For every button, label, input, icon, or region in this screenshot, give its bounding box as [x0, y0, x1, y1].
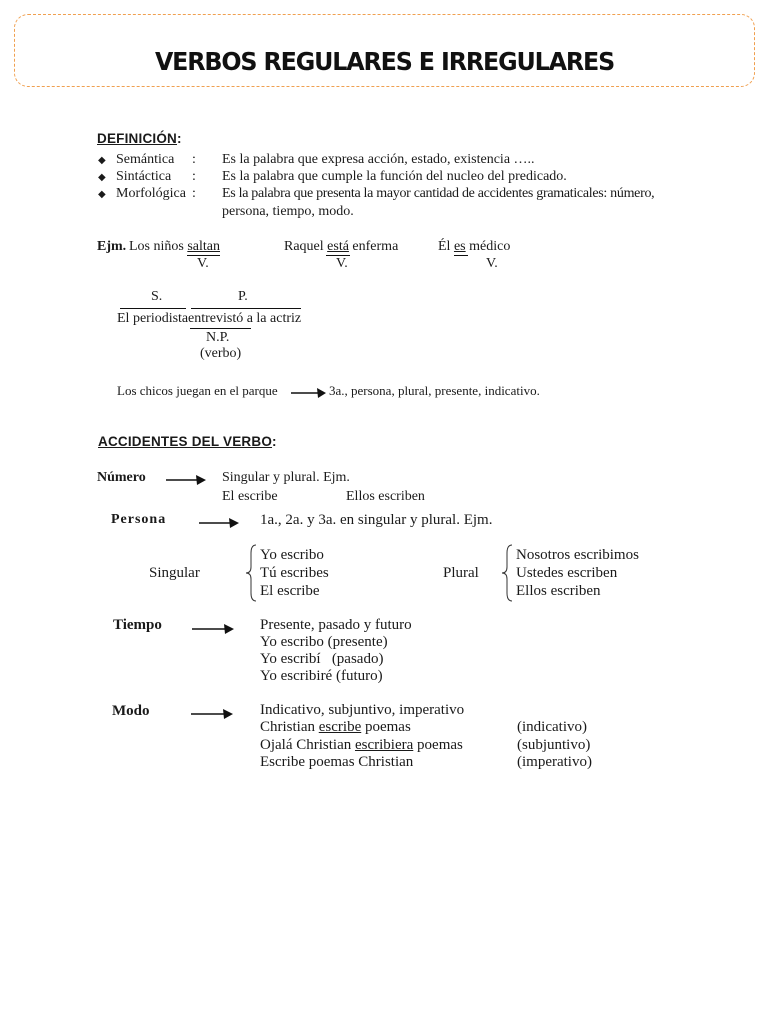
ejemplo-3-mark: V.: [486, 256, 498, 271]
text-semantica: Es la palabra que expresa acción, estado, existencia …..: [222, 152, 535, 167]
modo-line-2-mode: (subjuntivo): [517, 737, 591, 753]
bullet-icon: ◆: [98, 172, 106, 183]
bullet-icon: ◆: [98, 189, 106, 200]
ejemplo-3-underline: [454, 255, 468, 256]
arrow-icon: [198, 515, 240, 531]
sep-morfologica: :: [192, 186, 196, 201]
ejemplo-3-pre: Él: [438, 239, 454, 254]
ejemplo-2-underline: [326, 255, 350, 256]
modo-line-1-pre: Christian: [260, 719, 319, 735]
definicion-item-morfologica: [98, 186, 106, 202]
sujeto-text: El periodista: [117, 311, 189, 326]
sep-semantica: :: [192, 152, 196, 167]
np-label: N.P.: [206, 330, 230, 345]
definicion-item-sintactica: [98, 169, 106, 185]
modo-line-3: Escribe poemas Christian: [260, 754, 414, 770]
arrow-icon: [191, 621, 235, 637]
ejemplo-label: Ejm.: [97, 239, 127, 254]
modo-line-2-pre: Ojalá Christian: [260, 737, 355, 753]
persona-label: Persona: [111, 512, 167, 527]
modo-line-3-mode: (imperativo): [517, 754, 592, 770]
modo-line-1: [260, 719, 411, 736]
tiempo-line-3: Yo escribí (pasado): [260, 651, 384, 667]
ejemplo-2-mark: V.: [336, 256, 348, 271]
definicion-heading: [97, 131, 182, 146]
ejemplo-2: [284, 239, 398, 255]
singular-item-1: Yo escribo: [260, 547, 324, 563]
oracion-resultado: 3a., persona, plural, presente, indicativo.: [329, 383, 540, 398]
brace-icon: [244, 543, 258, 603]
modo-line-1-mode: (indicativo): [517, 719, 587, 735]
oracion-ejemplo: Los chicos juegan en el parque: [117, 383, 278, 398]
modo-label: Modo: [112, 703, 150, 719]
modo-line-2-post: poemas: [413, 737, 463, 753]
title-box: [14, 14, 755, 87]
plural-item-1: Nosotros escribimos: [516, 547, 639, 563]
singular-item-3: El escribe: [260, 583, 320, 599]
ejemplo-3: [438, 239, 510, 255]
definicion-item-semantica: [98, 152, 106, 168]
label-morfologica: Morfológica: [116, 186, 186, 201]
plural-label: Plural: [443, 565, 479, 581]
plural-item-2: Ustedes escriben: [516, 565, 618, 581]
page-title: VERBOS REGULARES E IRREGULARES: [154, 47, 615, 76]
brace-icon: [500, 543, 514, 603]
predicado-line: [191, 308, 301, 309]
definicion-heading-text: DEFINICIÓN: [97, 131, 178, 146]
numero-ex1: El escribe: [222, 489, 278, 504]
arrow-icon: [165, 472, 207, 488]
ejemplo-2-verb: está: [327, 239, 349, 254]
singular-label: Singular: [149, 565, 200, 581]
definicion-colon: :: [177, 131, 182, 146]
accidentes-heading: [98, 434, 277, 449]
label-sintactica: Sintáctica: [116, 169, 172, 184]
text-morfologica-2: persona, tiempo, modo.: [222, 204, 354, 219]
accidentes-heading-text: ACCIDENTES DEL VERBO: [98, 434, 273, 449]
predicado-label: P.: [238, 289, 248, 304]
ejemplo-1-underline: [187, 255, 220, 256]
ejemplo-1-verb: saltan: [187, 239, 220, 254]
singular-item-2: Tú escribes: [260, 565, 329, 581]
persona-text: 1a., 2a. y 3a. en singular y plural. Ejm.: [260, 512, 493, 528]
sujeto-label: S.: [151, 289, 163, 304]
np-line: [190, 328, 251, 329]
ejemplo-3-verb: es: [453, 239, 466, 254]
verbo-label: (verbo): [200, 346, 242, 361]
arrow-icon: [290, 385, 328, 401]
tiempo-line-1: Presente, pasado y futuro: [260, 617, 412, 633]
modo-line-2-verb: escribiera: [354, 737, 414, 753]
arrow-icon: [190, 706, 234, 722]
plural-item-3: Ellos escriben: [516, 583, 601, 599]
label-semantica: Semántica: [116, 152, 175, 167]
modo-line-2: [260, 737, 463, 754]
text-morfologica: Es la palabra que presenta la mayor cantidad de accidentes gramaticales: número,: [222, 186, 655, 201]
numero-label: Número: [97, 470, 146, 485]
ejemplo-1: [129, 239, 220, 255]
tiempo-label: Tiempo: [113, 617, 162, 633]
ejemplo-2-post: enferma: [348, 239, 399, 254]
bullet-icon: ◆: [98, 155, 106, 166]
modo-line-1-verb: escribe: [318, 719, 362, 735]
modo-header: Indicativo, subjuntivo, imperativo: [260, 702, 465, 718]
sujeto-line: [120, 308, 186, 309]
accidentes-colon: :: [272, 434, 277, 449]
tiempo-line-2: Yo escribo (presente): [260, 634, 388, 650]
ejemplo-1-mark: V.: [197, 256, 209, 271]
ejemplo-2-pre: Raquel: [284, 239, 328, 254]
numero-ex2: Ellos escriben: [346, 489, 425, 504]
ejemplo-3-post: médico: [465, 239, 511, 254]
ejemplo-1-pre: Los niños: [129, 239, 188, 254]
text-sintactica: Es la palabra que cumple la función del nucleo del predicado.: [222, 169, 567, 184]
sep-sintactica: :: [192, 169, 196, 184]
predicado-text: entrevistó a la actriz: [188, 311, 302, 326]
tiempo-line-4: Yo escribiré (futuro): [260, 668, 383, 684]
numero-text: Singular y plural. Ejm.: [222, 470, 350, 485]
modo-line-1-post: poemas: [361, 719, 411, 735]
